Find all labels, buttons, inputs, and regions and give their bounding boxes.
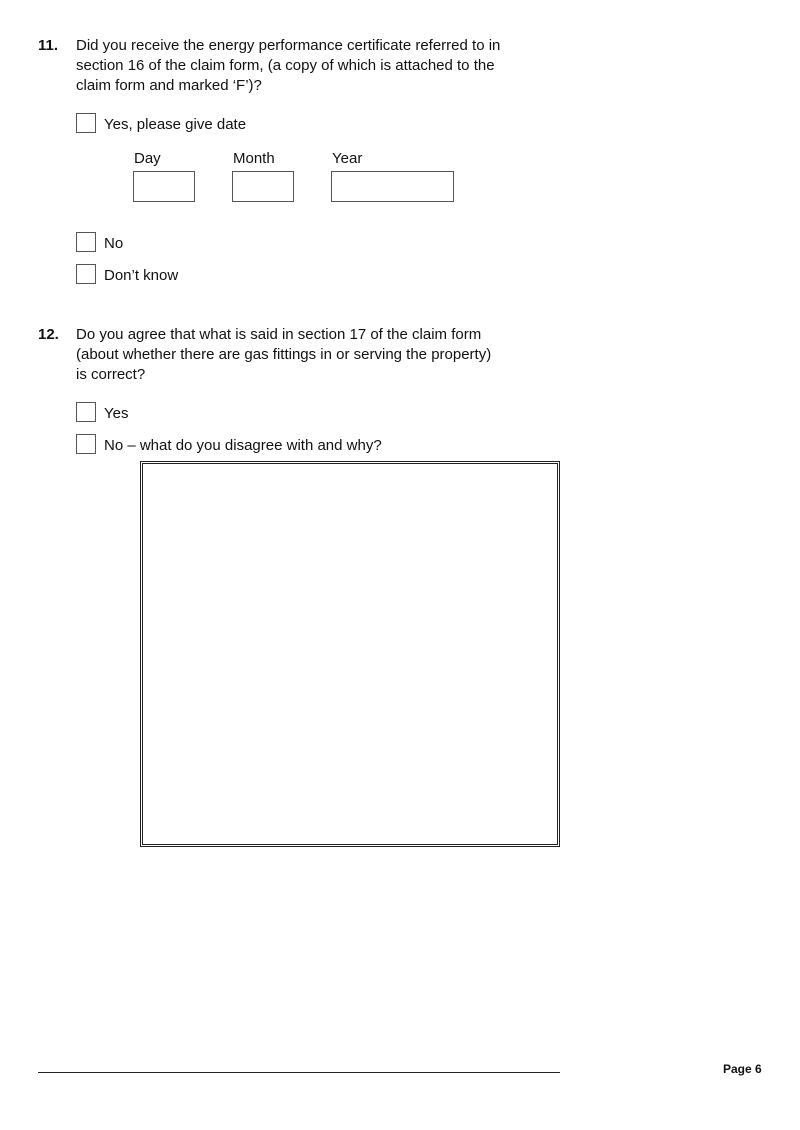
q11-no-checkbox[interactable] [76, 232, 96, 252]
q11-no-label: No [104, 235, 124, 252]
q11-question [76, 36, 556, 96]
q11-yes-label: Yes, please give date [104, 116, 247, 133]
q11-question-line: section 16 of the claim form, (a copy of which is attached to the [76, 57, 495, 74]
q12-number: 12. [38, 326, 59, 343]
q11-question-line: Did you receive the energy performance certificate referred to in [76, 37, 501, 54]
page-number: Page 6 [723, 1062, 762, 1076]
q11-year-label: Year [332, 150, 363, 167]
q11-dont-know-label: Don’t know [104, 267, 179, 284]
q11-dont-know-checkbox[interactable] [76, 264, 96, 284]
q11-month-input[interactable] [232, 171, 294, 202]
q12-question-line: (about whether there are gas fittings in or serving the property) [76, 346, 492, 363]
q12-no-checkbox[interactable] [76, 434, 96, 454]
q12-yes-checkbox[interactable] [76, 402, 96, 422]
q11-month-label: Month [233, 150, 275, 167]
footer-divider [38, 1072, 560, 1073]
q12-yes-label: Yes [104, 405, 129, 422]
q12-question [76, 325, 556, 385]
q12-disagree-textarea[interactable] [140, 461, 560, 847]
q11-day-input[interactable] [133, 171, 195, 202]
q11-year-input[interactable] [331, 171, 454, 202]
q11-number: 11. [38, 37, 59, 54]
q11-yes-checkbox[interactable] [76, 113, 96, 133]
q12-question-line: is correct? [76, 366, 146, 383]
q12-question-line: Do you agree that what is said in section 17 of the claim form [76, 326, 482, 343]
q12-no-label: No – what do you disagree with and why? [104, 437, 382, 454]
q11-question-line: claim form and marked ‘F’)? [76, 77, 262, 94]
q11-day-label: Day [134, 150, 161, 167]
